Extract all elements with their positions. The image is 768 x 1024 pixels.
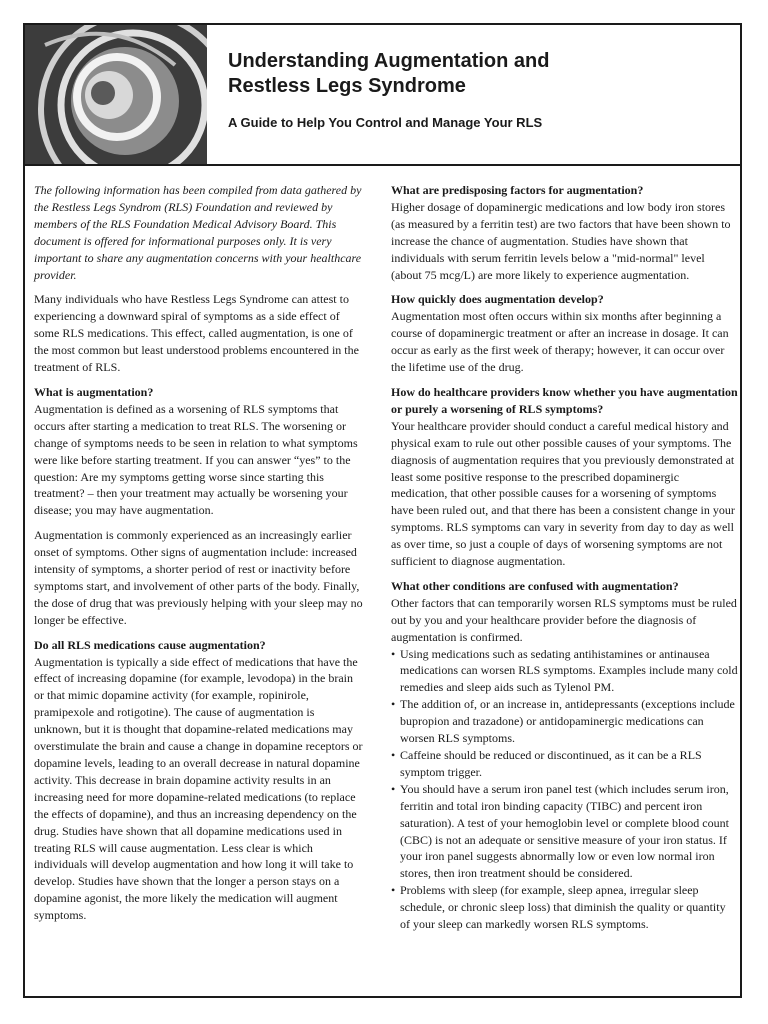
paragraph-what-is-augmentation: Augmentation is defined as a worsening of RLS symptoms that occurs after starting a medication to treat RLS. The worsening or change of symptoms needs to be seen in relation to what symptoms were like before starting treatment. If you can answer “yes” to the question: Are my symptoms getting worse since starting this treatment? – then your treatment may actually be worsening your disease; you may have augmentation.: [34, 401, 358, 518]
heading-all-medications: Do all RLS medications cause augmentation?: [34, 637, 266, 652]
paragraph-how-quickly: Augmentation most often occurs within six months after beginning a course of dopaminergic treatment or after an increase in dosage. It can occur as early as the first week of therapy; however, it can occur over the lifetime use of the drug.: [391, 309, 729, 375]
paragraph-how-providers-know: Your healthcare provider should conduct a careful medical history and physical exam to rule out other possible causes of your symptoms. The diagnosis of augmentation requires that you previously demonstrated at least some positive response to the prescribed dopaminergic medication, that other possible causes for a worsening of symptoms have been ruled out, and that there has been a consistent change in your symptoms. RLS symptoms can vary in severity from day to day as well as over time, so just a couple of days of worsening symptoms are not sufficient to diagnose augmentation.: [391, 418, 735, 569]
title-line-1: Understanding Augmentation and: [228, 50, 550, 72]
left-column: [34, 182, 365, 932]
heading-how-providers-know: How do healthcare providers know whether you have augmentation or purely a worsening of RLS symptoms?: [391, 384, 738, 416]
heading-other-conditions: What other conditions are confused with augmentation?: [391, 578, 679, 593]
heading-what-is-augmentation: What is augmentation?: [34, 384, 154, 399]
conditions-list: [391, 646, 738, 933]
heading-predisposing-factors: What are predisposing factors for augmentation?: [391, 183, 644, 197]
page-title: [228, 49, 688, 99]
title-line-2: Restless Legs Syndrome: [228, 75, 466, 97]
paragraph-other-conditions: Other factors that can temporarily worsen RLS symptoms must be ruled out by you and your healthcare provider before the diagnosis of augmentation is confirmed.: [391, 595, 737, 644]
paragraph-predisposing-factors: Higher dosage of dopaminergic medications and low body iron stores (as measured by a ferritin test) are two factors that have been shown to increase the chance of augmentation. Studies have shown that individuals with serum ferritin levels below a "mid-normal" level (about 75 mcg/L) are more likely to experience augmentation.: [391, 199, 731, 282]
page-subtitle: A Guide to Help You Control and Manage Your RLS: [228, 115, 543, 130]
intro-paragraph: Many individuals who have Restless Legs Syndrome can attest to experiencing a downward spiral of symptoms as a side effect of some RLS medications. This effect, called augmentation, is one of the most common but least understood problems encountered in the treatment of RLS.: [34, 292, 359, 375]
heading-how-quickly: How quickly does augmentation develop?: [391, 292, 604, 307]
right-column: [391, 182, 738, 933]
paragraph-signs: Augmentation is commonly experienced as an increasingly earlier onset of symptoms. Other signs of augmentation include: increased intensity of symptoms, a shorter period of rest or inactivity before symptoms start, and involvement of other parts of the body. Finally, the dose of drug that was previously helping with your sleep may no longer be effective.: [34, 528, 363, 627]
intro-note: The following information has been compiled from data gathered by the Restless Legs Syndrom (RLS) Foundation and reviewed by members of the RLS Foundation Medical Advisory Board. This document is offered for informational purposes only. It is very important to share any augmentation concerns with your healthcare provider.: [34, 183, 362, 282]
list-item: • Using medications such as sedating antihistamines or antinausea medications can worsen RLS symptoms. Examples include many cold remedies and sleep aids such as Tylenol PM.: [391, 646, 738, 697]
list-item: • Problems with sleep (for example, sleep apnea, irregular sleep schedule, or chronic sleep loss) that diminish the quality or quantity of your sleep can markedly worsen RLS symptoms.: [391, 882, 738, 933]
list-item: • The addition of, or an increase in, antidepressants (exceptions include bupropion and trazadone) or antidopaminergic medications can worsen RLS symptoms.: [391, 696, 738, 747]
paragraph-all-medications: Augmentation is typically a side effect of medications that have the effect of increasing dopamine (for example, levodopa) in the brain or that mimic dopamine activity (for example, ropinirole, pramipexole and rotigotine). The cause of augmentation is unknown, but it is thought that dopamine-related medications may overstimulate the brain and cause a change in dopamine receptors or dopamine levels, leading to an overall decrease in natural dopamine activity. This decrease in brain dopamine activity results in an increasing need for more dopamine-related medications (to replace the effects of dopamine), and thus an increasing dependency on the drug. Studies have shown that all dopamine medications used in treating RLS will cause augmentation. Less clear is which individuals will develop augmentation and how long it will take to develop. Studies have shown that the longer a person stays on a dopamine agonist, the more likely the medication will augment symptoms.: [34, 654, 363, 923]
spiral-logo-icon: [25, 25, 207, 164]
list-item: • Caffeine should be reduced or discontinued, as it can be a RLS symptom trigger.: [391, 747, 738, 781]
header-divider: [25, 164, 740, 166]
list-item: • You should have a serum iron panel test (which includes serum iron, ferritin and total iron binding capacity (TIBC) and percent iron saturation). A test of your hemoglobin level or complete blood count (CBC) is not an adequate or sensitive measure of your iron status. If your iron panel suggests abnormally low or even low normal iron stores, then iron treatment should be considered.: [391, 781, 738, 882]
